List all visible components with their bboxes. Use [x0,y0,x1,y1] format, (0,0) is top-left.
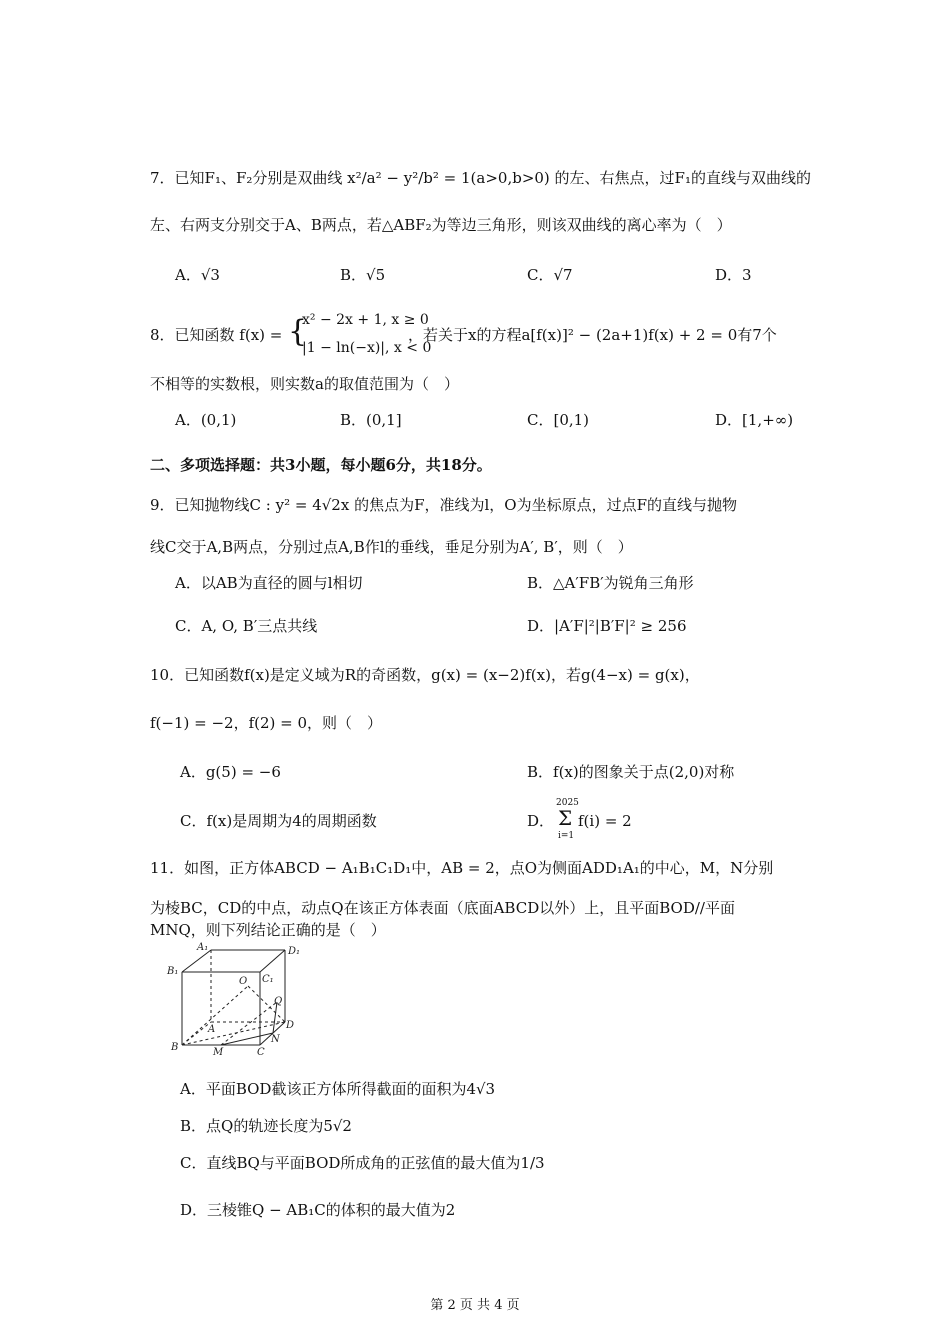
q7-line1: 7．已知F₁、F₂分别是双曲线 x²/a² − y²/b² = 1(a>0,b>0) 的左、右焦点，过F₁的直线与双曲线的 [150,169,811,187]
q9-line2: 线C交于A,B两点，分别过点A,B作l的垂线，垂足分别为A′, B′，则（ ） [150,538,633,556]
q7-line2: 左、右两支分别交于A、B两点，若△ABF₂为等边三角形，则该双曲线的离心率为（ ） [150,216,732,234]
q10-sum-top: 2025 [556,798,579,808]
q9-option-b: B．△A′FB′为锐角三角形 [527,574,694,592]
q10-sum-symbol: Σ [558,806,573,830]
q8-lead: 8．已知函数 f(x) = [150,326,283,344]
q8-option-b: B．(0,1] [340,411,402,429]
q8-option-d: D．[1,+∞) [715,411,794,429]
q7-option-d: D．3 [715,266,752,284]
label-C: C [257,1047,265,1058]
q8-brace: { [288,314,308,349]
label-B1: B₁ [167,966,179,977]
label-A1: A₁ [197,942,209,953]
q9-option-c: C．A, O, B′三点共线 [175,617,318,635]
q9-option-d: D．|A′F|²|B′F|² ≥ 256 [527,617,687,635]
q10-sum-expr: f(i) = 2 [578,812,632,830]
q9-line1: 9．已知抛物线C : y² = 4√2x 的焦点为F，准线为l，O为坐标原点，过点F的直线与抛物 [150,496,737,514]
q11-option-d: D．三棱锥Q − AB₁C的体积的最大值为2 [180,1201,456,1219]
section-heading: 二、多项选择题：共3小题，每小题6分，共18分。 [150,456,492,474]
q7-option-a: A．√3 [175,266,220,284]
q11-line1: 11．如图，正方体ABCD − A₁B₁C₁D₁中，AB = 2，点O为侧面ADD₁A₁的中心，M，N分别 [150,859,774,877]
label-O: O [239,976,248,987]
q8-tail: ，若关于x的方程a[f(x)]² − (2a+1)f(x) + 2 = 0有7个 [408,326,777,344]
q11-option-c: C．直线BQ与平面BOD所成角的正弦值的最大值为1/3 [180,1154,545,1172]
label-D: D [286,1020,295,1031]
q10-option-a: A．g(5) = −6 [180,763,281,781]
q11-option-b: B．点Q的轨迹长度为5√2 [180,1117,352,1135]
q8-option-a: A．(0,1) [175,411,237,429]
q11-line3: MNQ，则下列结论正确的是（ ） [150,921,386,939]
label-N: N [271,1034,280,1045]
q8-case2: |1 − ln(−x)|, x < 0 [302,340,432,356]
q11-line2: 为棱BC，CD的中点，动点Q在该正方体表面（底面ABCD以外）上，且平面BOD//平面 [150,899,735,917]
label-C1: C₁ [262,974,274,985]
cube-figure [165,940,305,1060]
q7-option-b: B．√5 [340,266,386,284]
label-D1: D₁ [288,946,301,957]
q8-case1: x² − 2x + 1, x ≥ 0 [302,312,429,328]
q11-option-a: A．平面BOD截该正方体所得截面的面积为4√3 [180,1080,496,1098]
label-Q: Q [274,996,283,1007]
label-B: B [171,1042,179,1053]
label-M: M [213,1047,224,1058]
q7-option-c: C．√7 [527,266,573,284]
q10-line2: f(−1) = −2，f(2) = 0，则（ ） [150,714,383,732]
q8-option-c: C．[0,1) [527,411,590,429]
q8-line2: 不相等的实数根，则实数a的取值范围为（ ） [150,375,459,393]
q10-option-b: B．f(x)的图象关于点(2,0)对称 [527,763,735,781]
q10-sum-bottom: i=1 [558,831,575,841]
q10-option-c: C．f(x)是周期为4的周期函数 [180,812,377,830]
label-A: A [208,1024,216,1035]
q10-option-d: D． [527,812,555,830]
page-footer: 第 2 页 共 4 页 [430,1298,520,1313]
q9-option-a: A．以AB为直径的圆与l相切 [175,574,363,592]
q10-line1: 10．已知函数f(x)是定义域为R的奇函数，g(x) = (x−2)f(x)，若g(4−x) = g(x)， [150,666,700,684]
